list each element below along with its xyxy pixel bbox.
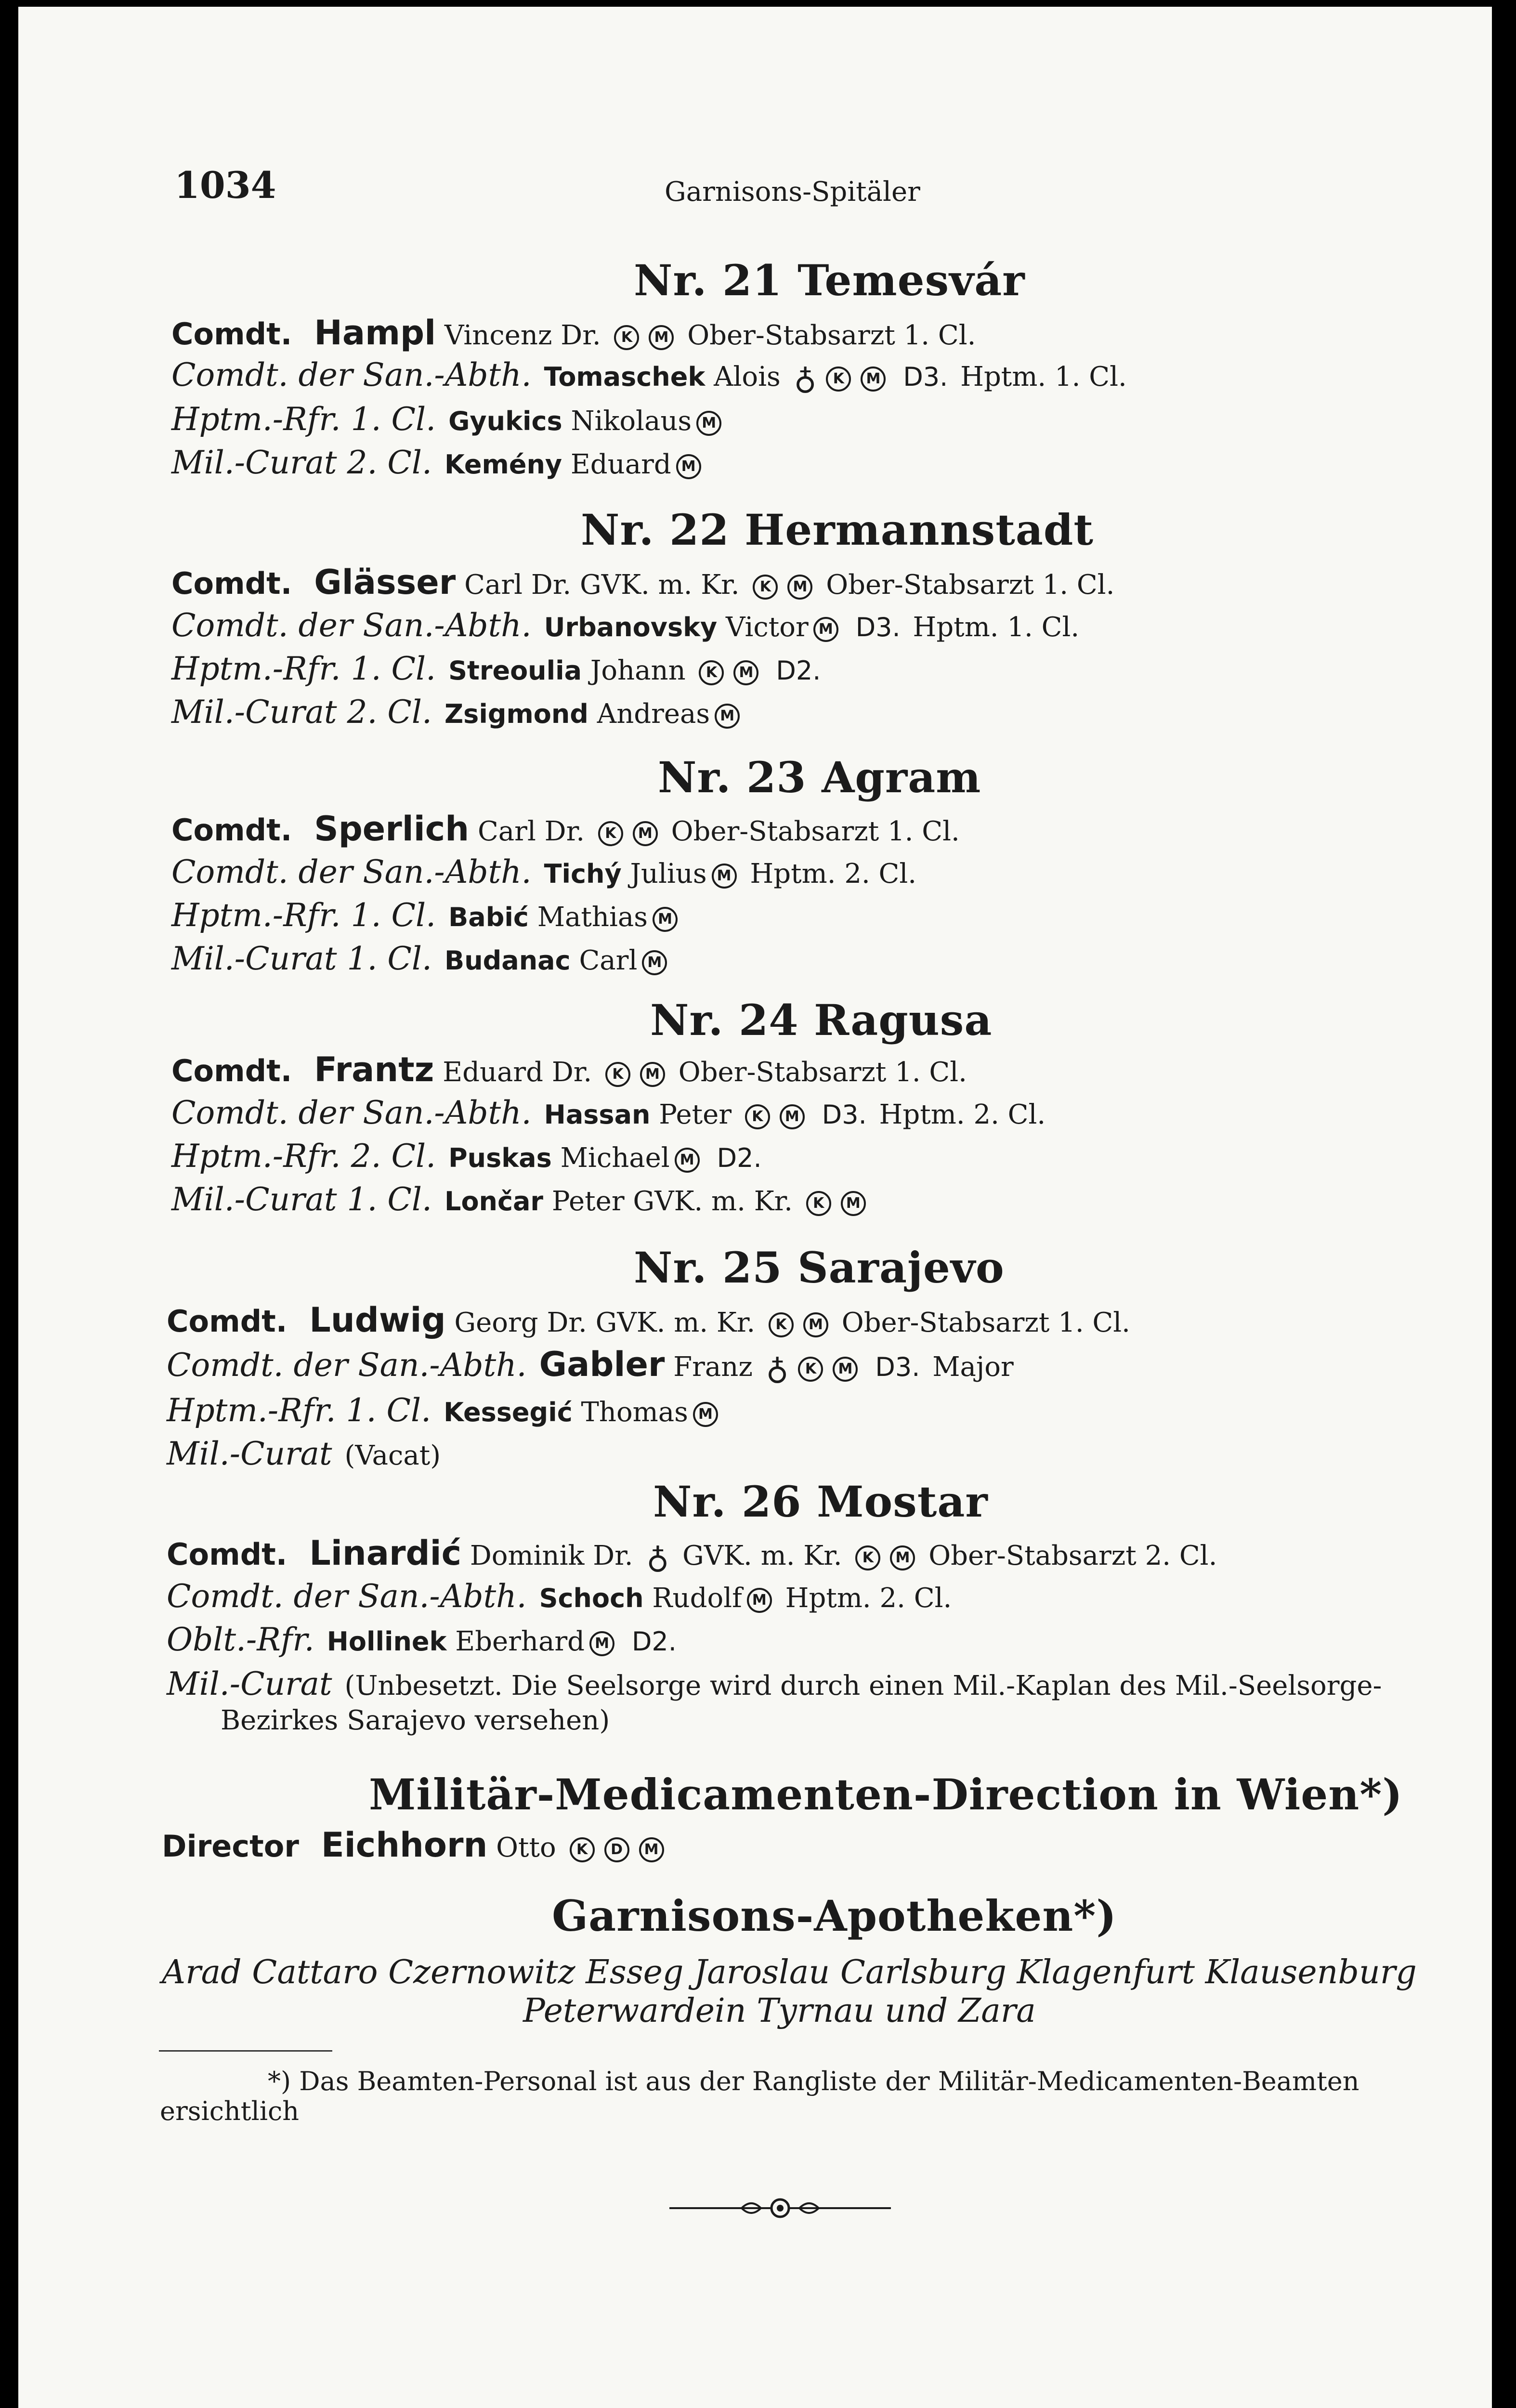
decoration-gvk: GVK. m. Kr. (579, 569, 740, 601)
rank-label: Comdt. der San.-Abth. (171, 607, 532, 644)
surname: Eichhorn (321, 1825, 488, 1865)
surname: Puskas (448, 1143, 552, 1173)
rank-grade: Ober-Stabsarzt 1. Cl. (678, 1057, 967, 1088)
rank-grade: Ober-Stabsarzt 1. Cl. (671, 816, 960, 847)
rank-grade: Hptm. 2. Cl. (879, 1099, 1046, 1130)
decoration-gvk: GVK. m. Kr. (682, 1540, 842, 1571)
m-decoration-icon: M (803, 1312, 828, 1337)
surname: Hampl (314, 313, 436, 353)
m-decoration-icon: M (649, 325, 674, 350)
page-number: 1034 (174, 164, 276, 207)
m-decoration-icon: M (633, 821, 658, 846)
rank-label: Comdt. der San.-Abth. (171, 1094, 532, 1131)
entry-row (171, 1094, 1046, 1131)
m-decoration-icon: M (676, 454, 701, 479)
entry-row (171, 563, 1114, 602)
k-decoration-icon: K (769, 1312, 794, 1337)
given-name: Carl (477, 816, 536, 847)
m-decoration-icon: M (712, 864, 737, 889)
surname: Zsigmond (444, 699, 588, 729)
k-decoration-icon: K (855, 1545, 880, 1570)
entry-row (167, 1392, 723, 1429)
towns-line-1: Arad Cattaro Czernowitz Esseg Jaroslau Carlsburg Klagenfurt Klausenburg (162, 1953, 1417, 1991)
surname: Linardić (309, 1533, 462, 1573)
surname: Hollinek (327, 1626, 447, 1657)
rank-label: Comdt. der San.-Abth. (171, 853, 532, 890)
rank-label: Hptm.-Rfr. 1. Cl. (171, 401, 436, 438)
section-title: Nr. 25 Sarajevo (634, 1243, 1005, 1293)
given-name: Thomas (581, 1397, 688, 1428)
decoration-gvk: GVK. m. Kr. (595, 1307, 756, 1338)
entry-row (167, 1300, 1130, 1340)
rank-label: Mil.-Curat 2. Cl. (171, 444, 432, 481)
k-decoration-icon: K (745, 1104, 770, 1129)
title-dr: Dr. (593, 1540, 633, 1571)
m-decoration-icon: M (715, 704, 740, 729)
vacancy-note: (Unbesetzt. Die Seelsorge wird durch einen Mil.-Kaplan des Mil.-Seelsorge- (344, 1670, 1382, 1701)
cross-icon: ♁ (794, 361, 817, 397)
given-name: Victor (726, 612, 809, 643)
given-name: Georg (454, 1307, 538, 1338)
rank-grade: Ober-Stabsarzt 2. Cl. (928, 1540, 1217, 1571)
rank-label: Hptm.-Rfr. 1. Cl. (171, 897, 436, 934)
given-name: Vincenz (444, 320, 552, 351)
section-title: Militär-Medicamenten-Direction in Wien*) (369, 1769, 1403, 1819)
cross-icon: ♁ (766, 1351, 789, 1387)
cross-icon: ♁ (646, 1540, 669, 1576)
footnote-continued: ersichtlich (160, 2096, 300, 2126)
section-title: Garnisons-Apotheken*) (552, 1891, 1117, 1941)
towns-line-2: Peterwardein Tyrnau und Zara (523, 1992, 1036, 2030)
rank-grade: Hptm. 1. Cl. (913, 612, 1080, 643)
footnote-marker: *) (268, 2066, 291, 2096)
rank-label: Comdt. der San.-Abth. (167, 1578, 527, 1615)
vacancy-note: (Vacat) (344, 1440, 441, 1471)
given-name: Peter (659, 1099, 732, 1130)
entry-row (171, 444, 706, 481)
entry-row (171, 607, 1079, 644)
decoration-d: D3. (822, 1099, 867, 1130)
m-decoration-icon: M (675, 1148, 700, 1173)
entry-row (171, 1181, 871, 1218)
title-dr: Dr. (561, 320, 601, 351)
m-decoration-icon: M (640, 1062, 665, 1087)
surname: Kessegić (444, 1397, 573, 1427)
decoration-d: D2. (717, 1143, 762, 1173)
given-name: Eduard (443, 1057, 544, 1088)
surname: Gyukics (448, 406, 562, 436)
entry-row (167, 1533, 1217, 1576)
rank-label: Comdt. (167, 1537, 288, 1572)
rank-label: Comdt. der San.-Abth. (167, 1347, 527, 1384)
surname: Kemény (444, 449, 562, 480)
rank-label: Director (162, 1829, 299, 1864)
entry-row (171, 940, 672, 977)
rank-grade: Ober-Stabsarzt 1. Cl. (687, 320, 976, 351)
entry-row (171, 401, 726, 438)
given-name: Eduard (570, 449, 671, 480)
k-decoration-icon: K (598, 821, 623, 846)
entry-row (167, 1345, 1014, 1387)
m-decoration-icon: M (890, 1545, 915, 1570)
surname: Glässer (314, 563, 456, 602)
footnote-rule (159, 2050, 332, 2052)
k-decoration-icon: K (614, 325, 639, 350)
given-name: Carl (579, 945, 638, 976)
given-name: Peter (551, 1186, 625, 1217)
k-decoration-icon: K (806, 1191, 831, 1216)
m-decoration-icon: M (693, 1402, 718, 1427)
surname: Tichý (544, 859, 622, 889)
m-decoration-icon: M (780, 1104, 805, 1129)
given-name: Dominik (470, 1540, 585, 1571)
rank-label: Comdt. (167, 1304, 288, 1339)
k-decoration-icon: K (605, 1062, 630, 1087)
m-decoration-icon: M (841, 1191, 866, 1216)
title-dr: Dr. (544, 816, 585, 847)
rank-label: Mil.-Curat (167, 1435, 332, 1472)
rank-label: Comdt. (171, 812, 292, 848)
rank-grade: Ober-Stabsarzt 1. Cl. (841, 1307, 1130, 1338)
rank-label: Mil.-Curat 2. Cl. (171, 694, 432, 731)
rank-grade: Hptm. 2. Cl. (750, 858, 917, 890)
entry-row (171, 313, 976, 353)
entry-row (171, 1050, 967, 1089)
surname: Lončar (444, 1186, 544, 1217)
given-name: Eberhard (455, 1626, 585, 1657)
footnote (268, 2066, 1359, 2096)
rank-label: Oblt.-Rfr. (167, 1621, 314, 1658)
entry-row (171, 356, 1127, 397)
entry-row (171, 853, 916, 890)
title-dr: Dr. (547, 1307, 587, 1338)
m-decoration-icon: M (642, 950, 667, 975)
surname: Gabler (539, 1345, 665, 1384)
decoration-d: D2. (776, 655, 821, 686)
k-decoration-icon: K (753, 575, 778, 600)
entry-row (171, 897, 682, 934)
k-decoration-icon: K (570, 1837, 595, 1862)
entry-row (171, 809, 960, 849)
entry-row (171, 650, 824, 687)
ornament-divider-icon (669, 2196, 891, 2220)
m-decoration-icon: M (589, 1631, 614, 1656)
rank-label: Comdt. (171, 316, 292, 352)
rank-label: Mil.-Curat 1. Cl. (171, 1181, 432, 1218)
rank-label: Mil.-Curat 1. Cl. (171, 940, 432, 977)
given-name: Nikolaus (571, 406, 692, 437)
entry-row (171, 694, 745, 731)
m-decoration-icon: M (653, 907, 678, 932)
surname: Budanac (444, 945, 571, 976)
given-name: Andreas (597, 698, 710, 730)
entry-row (167, 1665, 1382, 1702)
m-decoration-icon: M (733, 660, 758, 685)
decoration-gvk: GVK. m. Kr. (633, 1186, 793, 1217)
section-title: Nr. 21 Temesvár (634, 255, 1025, 305)
given-name: Otto (496, 1832, 556, 1863)
given-name: Julius (630, 858, 707, 890)
given-name: Mathias (537, 902, 648, 933)
rank-label: Mil.-Curat (167, 1665, 332, 1702)
vacancy-note-continued: Bezirkes Sarajevo versehen) (221, 1705, 610, 1736)
surname: Schoch (539, 1583, 644, 1613)
rank-grade: Hptm. 2. Cl. (785, 1583, 952, 1614)
m-decoration-icon: M (813, 617, 838, 642)
section-title: Nr. 24 Ragusa (650, 995, 993, 1045)
rank-label: Hptm.-Rfr. 2. Cl. (171, 1138, 436, 1175)
running-title: Garnisons-Spitäler (665, 176, 920, 208)
surname: Frantz (314, 1050, 434, 1089)
given-name: Franz (673, 1351, 753, 1383)
title-dr: Dr. (551, 1057, 592, 1088)
surname: Sperlich (314, 809, 470, 849)
rank-label: Comdt. der San.-Abth. (171, 356, 532, 393)
entry-row (167, 1621, 680, 1658)
given-name: Carl (464, 569, 523, 601)
m-decoration-icon: M (696, 411, 721, 436)
surname: Urbanovsky (544, 612, 718, 642)
section-title: Nr. 26 Mostar (653, 1477, 988, 1527)
section-title: Nr. 22 Hermannstadt (581, 505, 1094, 555)
rank-label: Hptm.-Rfr. 1. Cl. (171, 650, 436, 687)
decoration-d: D3. (903, 362, 948, 392)
entry-row (162, 1825, 669, 1865)
footnote-text: Das Beamten-Personal ist aus der Rangliste der Militär-Medicamenten-Beamten (299, 2066, 1359, 2096)
rank-label: Comdt. (171, 566, 292, 601)
m-decoration-icon: M (833, 1357, 858, 1382)
m-decoration-icon: M (787, 575, 812, 600)
surname: Babić (448, 902, 529, 932)
m-decoration-icon: M (861, 366, 886, 392)
rank-label: Hptm.-Rfr. 1. Cl. (167, 1392, 431, 1429)
m-decoration-icon: M (639, 1837, 664, 1862)
section-title: Nr. 23 Agram (658, 752, 981, 802)
m-decoration-icon: M (747, 1588, 772, 1613)
decoration-d: D3. (875, 1352, 920, 1382)
k-decoration-icon: K (826, 366, 851, 392)
entry-row (167, 1578, 952, 1615)
given-name: Alois (714, 361, 781, 393)
k-decoration-icon: K (798, 1357, 823, 1382)
surname: Tomaschek (544, 362, 706, 392)
entry-row (167, 1435, 441, 1472)
title-dr: Dr. (531, 569, 572, 601)
rank-grade: Hptm. 1. Cl. (960, 361, 1127, 393)
decoration-d: D3. (855, 612, 901, 642)
k-decoration-icon: K (699, 660, 724, 685)
rank-label: Comdt. (171, 1053, 292, 1088)
given-name: Johann (590, 655, 686, 686)
d-decoration-icon: D (604, 1837, 629, 1862)
surname: Ludwig (309, 1300, 446, 1340)
surname: Hassan (544, 1099, 651, 1130)
entry-row (171, 1138, 766, 1175)
decoration-d: D2. (631, 1626, 677, 1657)
given-name: Rudolf (652, 1583, 742, 1614)
rank-grade: Ober-Stabsarzt 1. Cl. (826, 569, 1115, 601)
given-name: Michael (560, 1142, 670, 1174)
surname: Streoulia (448, 655, 582, 686)
rank-grade: Major (932, 1351, 1014, 1383)
